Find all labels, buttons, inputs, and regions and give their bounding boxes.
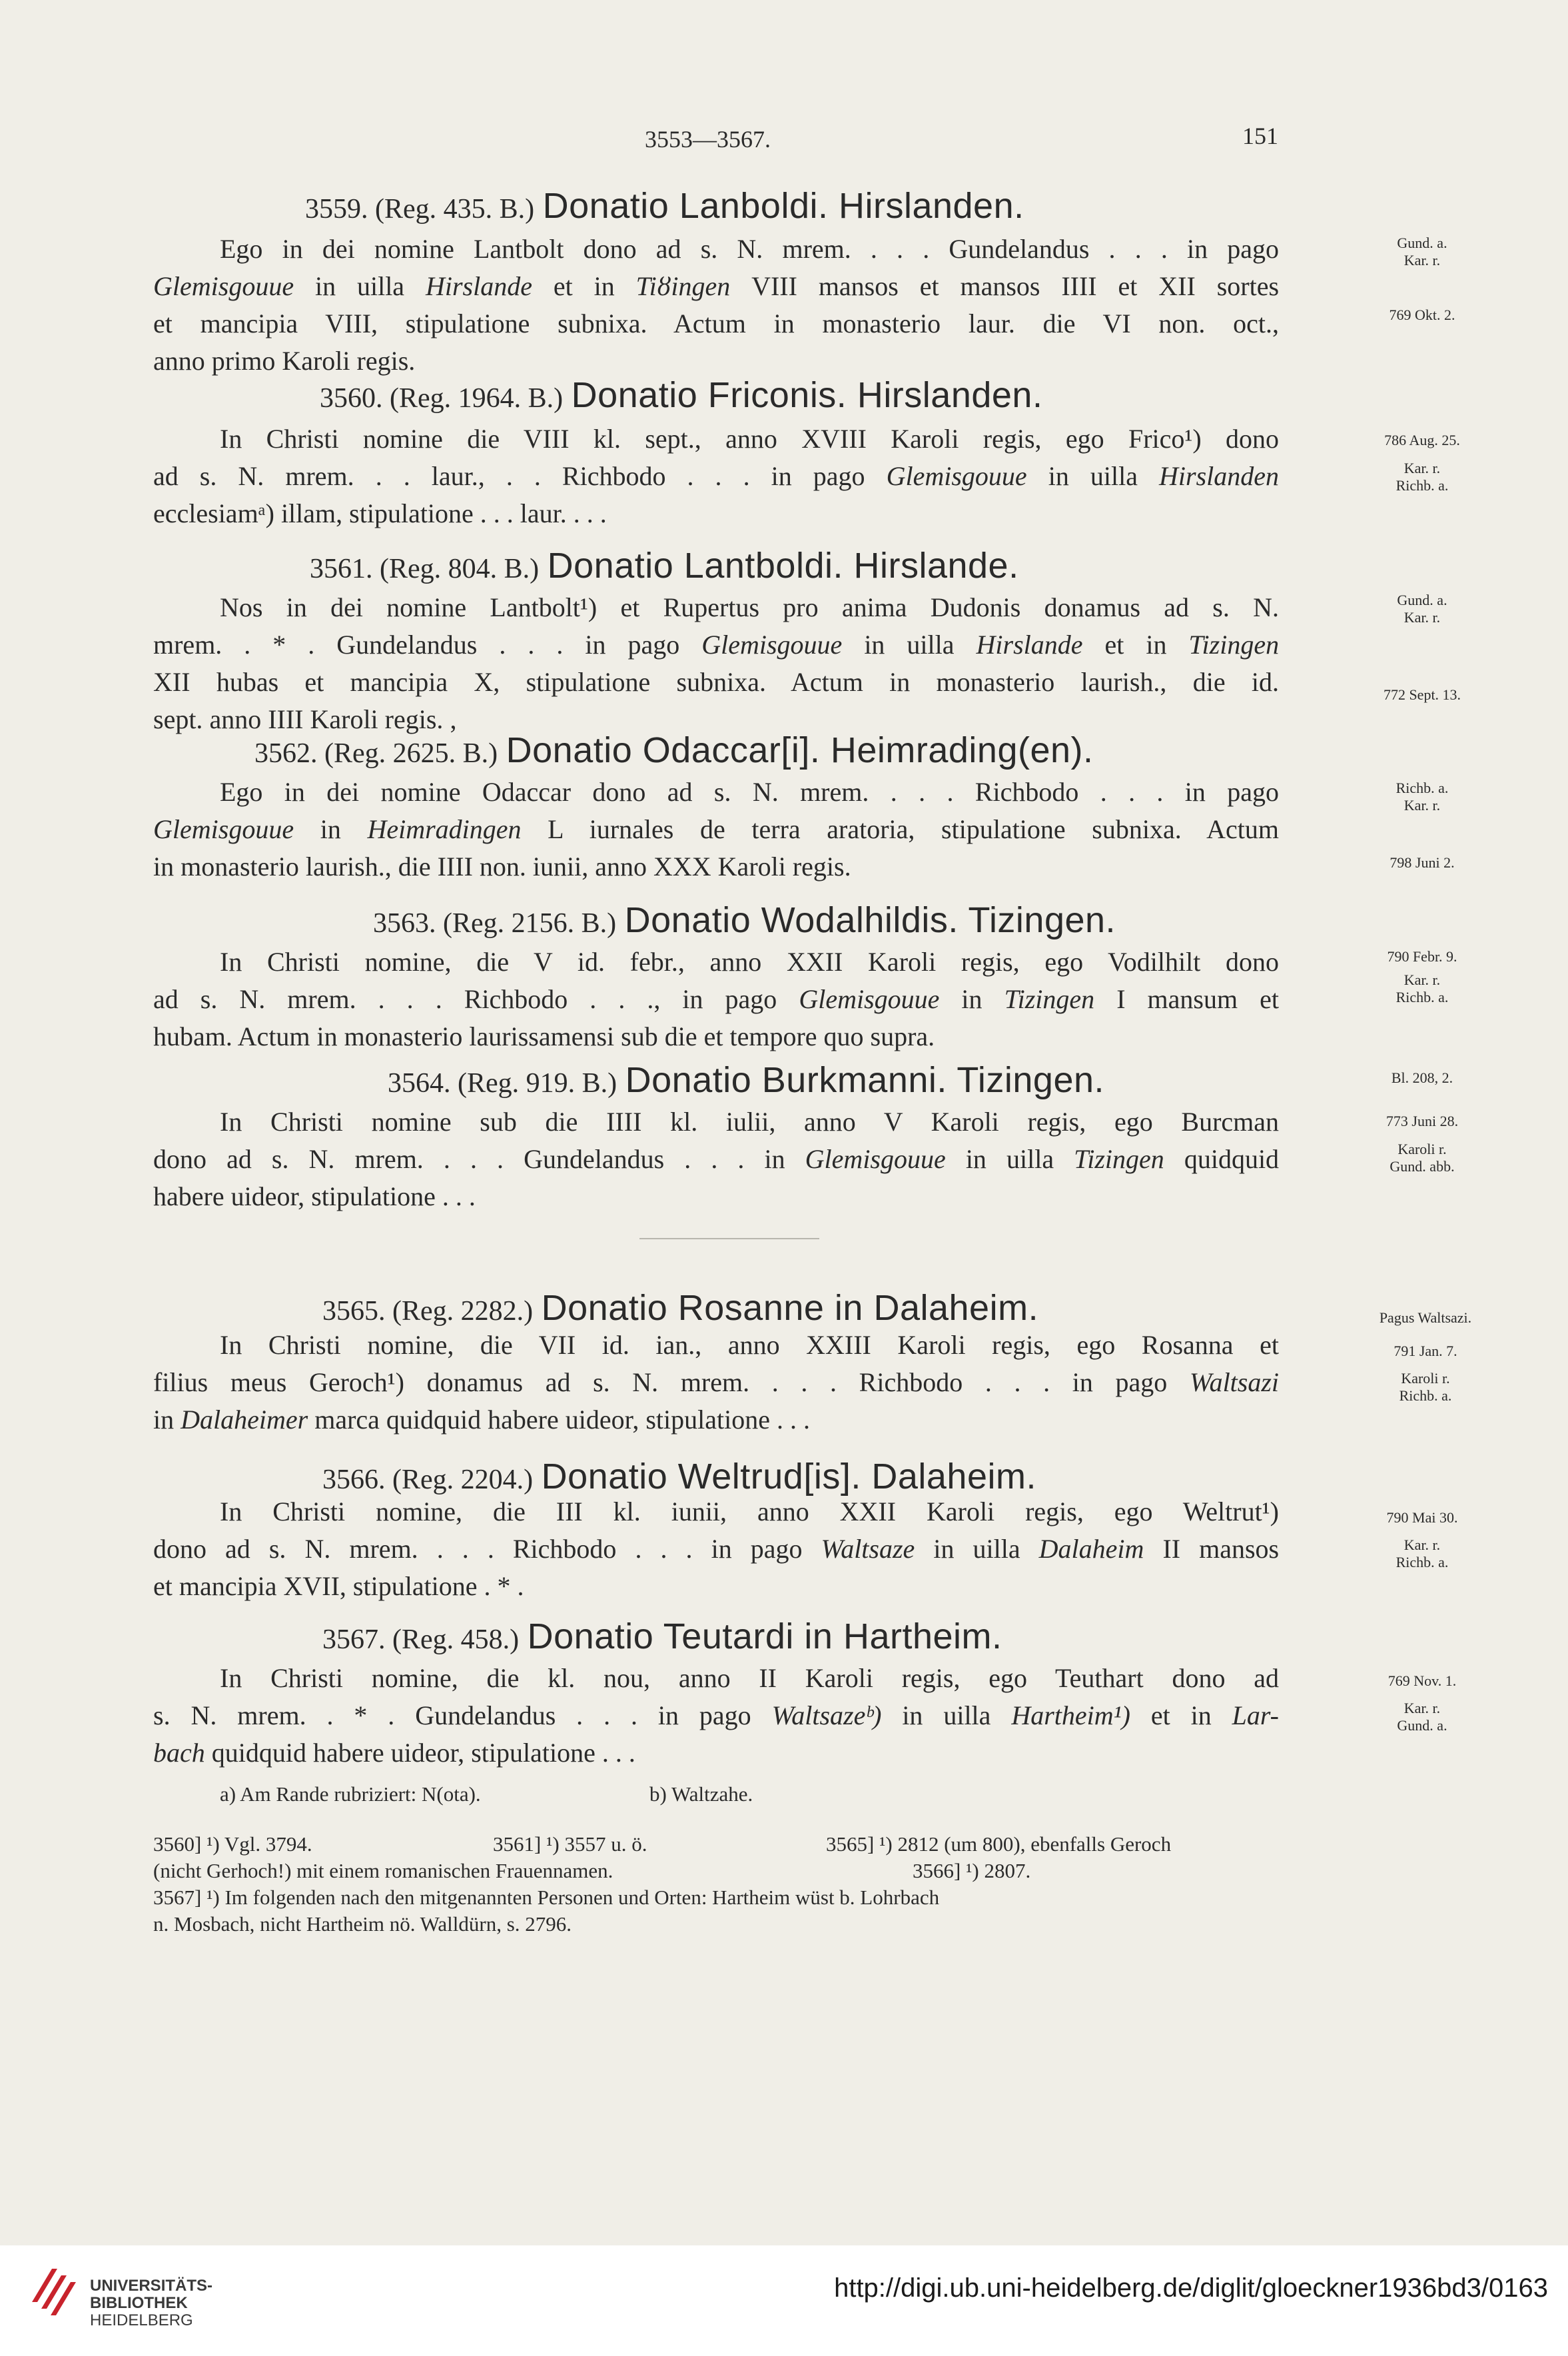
margin-note: Kar. r. bbox=[1403, 797, 1441, 814]
entry-reg-number: 3567. (Reg. 458.) bbox=[322, 1624, 520, 1655]
entry-title: Donatio Weltrud[is]. Dalaheim. bbox=[541, 1457, 1036, 1496]
margin-note: Richb. a. bbox=[1395, 780, 1449, 796]
margin-note: Pagus Waltsazi. bbox=[1379, 1309, 1472, 1326]
page-number: 151 bbox=[1242, 123, 1278, 149]
entry-reg-number: 3560. (Reg. 1964. B.) bbox=[320, 383, 564, 414]
entry-text-line: bach quidquid habere uideor, stipulatione . . . bbox=[153, 1738, 635, 1768]
margin-note: Kar. r. bbox=[1403, 971, 1441, 988]
entry-text-line: In Christi nomine, die kl. nou, anno II Karoli regis, ego Teuthart dono ad bbox=[220, 1663, 1280, 1693]
margin-note: Gund. abb. bbox=[1389, 1158, 1455, 1175]
entry-heading bbox=[254, 730, 1094, 771]
entry-title: Donatio Rosanne in Dalaheim. bbox=[541, 1288, 1039, 1328]
footnote-3561: 3561] ¹) 3557 u. ö. bbox=[493, 1832, 647, 1856]
entry-title: Donatio Teutardi in Hartheim. bbox=[527, 1616, 1002, 1656]
margin-note: Richb. a. bbox=[1395, 477, 1449, 494]
entry-reg-number: 3562. (Reg. 2625. B.) bbox=[254, 738, 498, 769]
entry-reg-number: 3561. (Reg. 804. B.) bbox=[310, 554, 540, 584]
entry-text-line: In Christi nomine sub die IIII kl. iulii, anno V Karoli regis, ego Burcman bbox=[220, 1107, 1280, 1137]
entry-text-line: in monasterio laurish., die IIII non. iunii, anno XXX Karoli regis. bbox=[153, 852, 851, 882]
textual-note-b: b) Waltzahe. bbox=[649, 1782, 753, 1806]
library-logo-line-1: UNIVERSITÄTS- bbox=[90, 2277, 213, 2295]
footnote-3566: 3566] ¹) 2807. bbox=[913, 1859, 1031, 1882]
entry-text-line: dono ad s. N. mrem. . . . Gundelandus . . . in Glemisgouue in uilla Tizingen quidquid bbox=[153, 1144, 1280, 1174]
source-url-link[interactable]: http://digi.ub.uni-heidelberg.de/diglit/gloeckner1936bd3/0163 bbox=[834, 2273, 1548, 2303]
margin-note: Bl. 208, 2. bbox=[1391, 1069, 1453, 1086]
footnote-3560: 3560] ¹) Vgl. 3794. bbox=[153, 1832, 312, 1856]
entry-reg-number: 3565. (Reg. 2282.) bbox=[322, 1296, 534, 1327]
margin-note: Gund. a. bbox=[1397, 1717, 1447, 1734]
entry-text-line: XII hubas et mancipia X, stipulatione subnixa. Actum in monasterio laurish., die id. bbox=[153, 667, 1279, 697]
entry-text-line: anno primo Karoli regis. bbox=[153, 346, 416, 376]
entry-text-line: et mancipia VIII, stipulatione subnixa. Actum in monasterio laur. die VI non. oct., bbox=[153, 308, 1279, 338]
library-logo-line-3: HEIDELBERG bbox=[90, 2311, 193, 2329]
entry-text-line: habere uideor, stipulatione . . . bbox=[153, 1181, 476, 1211]
margin-note: 773 Juni 28. bbox=[1385, 1113, 1459, 1129]
margin-note: Karoli r. bbox=[1397, 1141, 1447, 1157]
entry-heading bbox=[373, 899, 1116, 941]
footnote-3565-cont: (nicht Gerhoch!) mit einem romanischen Frauennamen. bbox=[153, 1859, 613, 1882]
entry-text-line: Ego in dei nomine Lantbolt dono ad s. N. mrem. . . . Gundelandus . . . in pago bbox=[220, 234, 1279, 264]
entry-heading bbox=[320, 374, 1042, 416]
entry-text-line: et mancipia XVII, stipulatione . * . bbox=[153, 1571, 524, 1601]
entry-heading bbox=[322, 1287, 1038, 1329]
entry-title: Donatio Burkmanni. Tizingen. bbox=[625, 1060, 1105, 1100]
entry-text-line: Glemisgouue in uilla Hirslande et in Tiȣingen VIII mansos et mansos IIII et XII sortes bbox=[153, 271, 1280, 301]
entry-heading bbox=[310, 545, 1019, 586]
entry-text-line: hubam. Actum in monasterio laurissamensi sub die et tempore quo supra. bbox=[153, 1021, 935, 1051]
entry-reg-number: 3563. (Reg. 2156. B.) bbox=[373, 908, 617, 939]
entry-text-line: in Dalaheimer marca quidquid habere uideor, stipulatione . . . bbox=[153, 1405, 810, 1435]
margin-note: Richb. a. bbox=[1395, 989, 1449, 1005]
margin-note: 790 Febr. 9. bbox=[1387, 948, 1457, 965]
entry-text-line: In Christi nomine, die V id. febr., anno XXII Karoli regis, ego Vodilhilt dono bbox=[220, 947, 1279, 977]
margin-note: Kar. r. bbox=[1403, 252, 1441, 269]
entry-text-line: sept. anno IIII Karoli regis. , bbox=[153, 704, 457, 734]
margin-note: Kar. r. bbox=[1403, 1536, 1441, 1553]
margin-note: 772 Sept. 13. bbox=[1383, 686, 1461, 703]
footnote-3565: 3565] ¹) 2812 (um 800), ebenfalls Geroch bbox=[826, 1832, 1172, 1856]
library-logo-icon[interactable] bbox=[27, 2262, 80, 2322]
entry-text-line: In Christi nomine die VIII kl. sept., anno XVIII Karoli regis, ego Frico¹) dono bbox=[220, 424, 1280, 454]
running-header-range: 3553—3567. bbox=[645, 126, 771, 153]
entry-text-line: In Christi nomine, die III kl. iunii, anno XXII Karoli regis, ego Weltrut¹) bbox=[220, 1496, 1279, 1526]
entry-text-line: dono ad s. N. mrem. . . . Richbodo . . . in pago Waltsaze in uilla Dalaheim II mansos bbox=[153, 1534, 1280, 1564]
margin-note: Karoli r. bbox=[1401, 1370, 1450, 1387]
textual-note-a: a) Am Rande rubriziert: N(ota). bbox=[220, 1782, 481, 1806]
margin-note: Gund. a. bbox=[1397, 235, 1447, 251]
entry-text-line: filius meus Geroch¹) donamus ad s. N. mrem. . . . Richbodo . . . in pago Waltsazi bbox=[153, 1367, 1280, 1397]
margin-note: 791 Jan. 7. bbox=[1393, 1343, 1457, 1359]
entry-heading bbox=[305, 185, 1024, 227]
margin-note: 786 Aug. 25. bbox=[1384, 432, 1460, 448]
entry-text-line: s. N. mrem. . * . Gundelandus . . . in pago Waltsazeᵇ) in uilla Hartheim¹) et in Lar- bbox=[153, 1700, 1280, 1730]
entry-heading bbox=[322, 1456, 1036, 1497]
entry-title: Donatio Lanboldi. Hirslanden. bbox=[542, 186, 1024, 226]
margin-note: Kar. r. bbox=[1403, 609, 1441, 626]
entry-text-line: Nos in dei nomine Lantbolt¹) et Rupertus pro anima Dudonis donamus ad s. N. bbox=[220, 592, 1279, 622]
entry-reg-number: 3559. (Reg. 435. B.) bbox=[305, 194, 535, 225]
entry-text-line: Glemisgouue in Heimradingen L iurnales de terra aratoria, stipulatione subnixa. Actum bbox=[153, 814, 1280, 844]
margin-note: Richb. a. bbox=[1395, 1554, 1449, 1570]
entry-heading bbox=[388, 1059, 1104, 1101]
entry-text-line: In Christi nomine, die VII id. ian., anno XXIII Karoli regis, ego Rosanna et bbox=[220, 1330, 1279, 1360]
margin-note: 790 Mai 30. bbox=[1386, 1509, 1458, 1526]
margin-note: Kar. r. bbox=[1403, 460, 1441, 476]
entry-text-line: ad s. N. mrem. . . . Richbodo . . ., in pago Glemisgouue in Tizingen I mansum et bbox=[153, 984, 1279, 1014]
entry-reg-number: 3566. (Reg. 2204.) bbox=[322, 1465, 534, 1495]
entry-text-line: ad s. N. mrem. . . laur., . . Richbodo . . . in pago Glemisgouue in uilla Hirslanden bbox=[153, 461, 1280, 491]
margin-note: 769 Nov. 1. bbox=[1387, 1672, 1457, 1689]
entry-text-line: ecclesiamᵃ) illam, stipulatione . . . laur. . . . bbox=[153, 498, 607, 528]
entry-text-line: Ego in dei nomine Odaccar dono ad s. N. mrem. . . . Richbodo . . . in pago bbox=[220, 777, 1280, 807]
entry-title: Donatio Friconis. Hirslanden. bbox=[571, 375, 1043, 415]
library-logo-line-2: BIBLIOTHEK bbox=[90, 2294, 188, 2312]
section-divider bbox=[639, 1238, 819, 1239]
entry-title: Donatio Odaccar[i]. Heimrading(en). bbox=[506, 730, 1094, 770]
entry-title: Donatio Lantboldi. Hirslande. bbox=[547, 546, 1019, 586]
footnote-3567: 3567] ¹) Im folgenden nach den mitgenannten Personen und Orten: Hartheim wüst b. Lohrbach bbox=[153, 1886, 940, 1909]
margin-note: 798 Juni 2. bbox=[1389, 854, 1455, 871]
entry-text-line: mrem. . * . Gundelandus . . . in pago Glemisgouue in uilla Hirslande et in Tizingen bbox=[153, 630, 1280, 660]
entry-heading bbox=[322, 1616, 1002, 1657]
footnote-3567-cont: n. Mosbach, nicht Hartheim nö. Walldürn, s. 2796. bbox=[153, 1912, 572, 1936]
entry-reg-number: 3564. (Reg. 919. B.) bbox=[388, 1068, 617, 1099]
margin-note: Gund. a. bbox=[1397, 592, 1447, 608]
margin-note: Kar. r. bbox=[1403, 1700, 1441, 1716]
entry-title: Donatio Wodalhildis. Tizingen. bbox=[624, 900, 1116, 940]
margin-note: Richb. a. bbox=[1399, 1387, 1452, 1404]
margin-note: 769 Okt. 2. bbox=[1389, 306, 1455, 323]
